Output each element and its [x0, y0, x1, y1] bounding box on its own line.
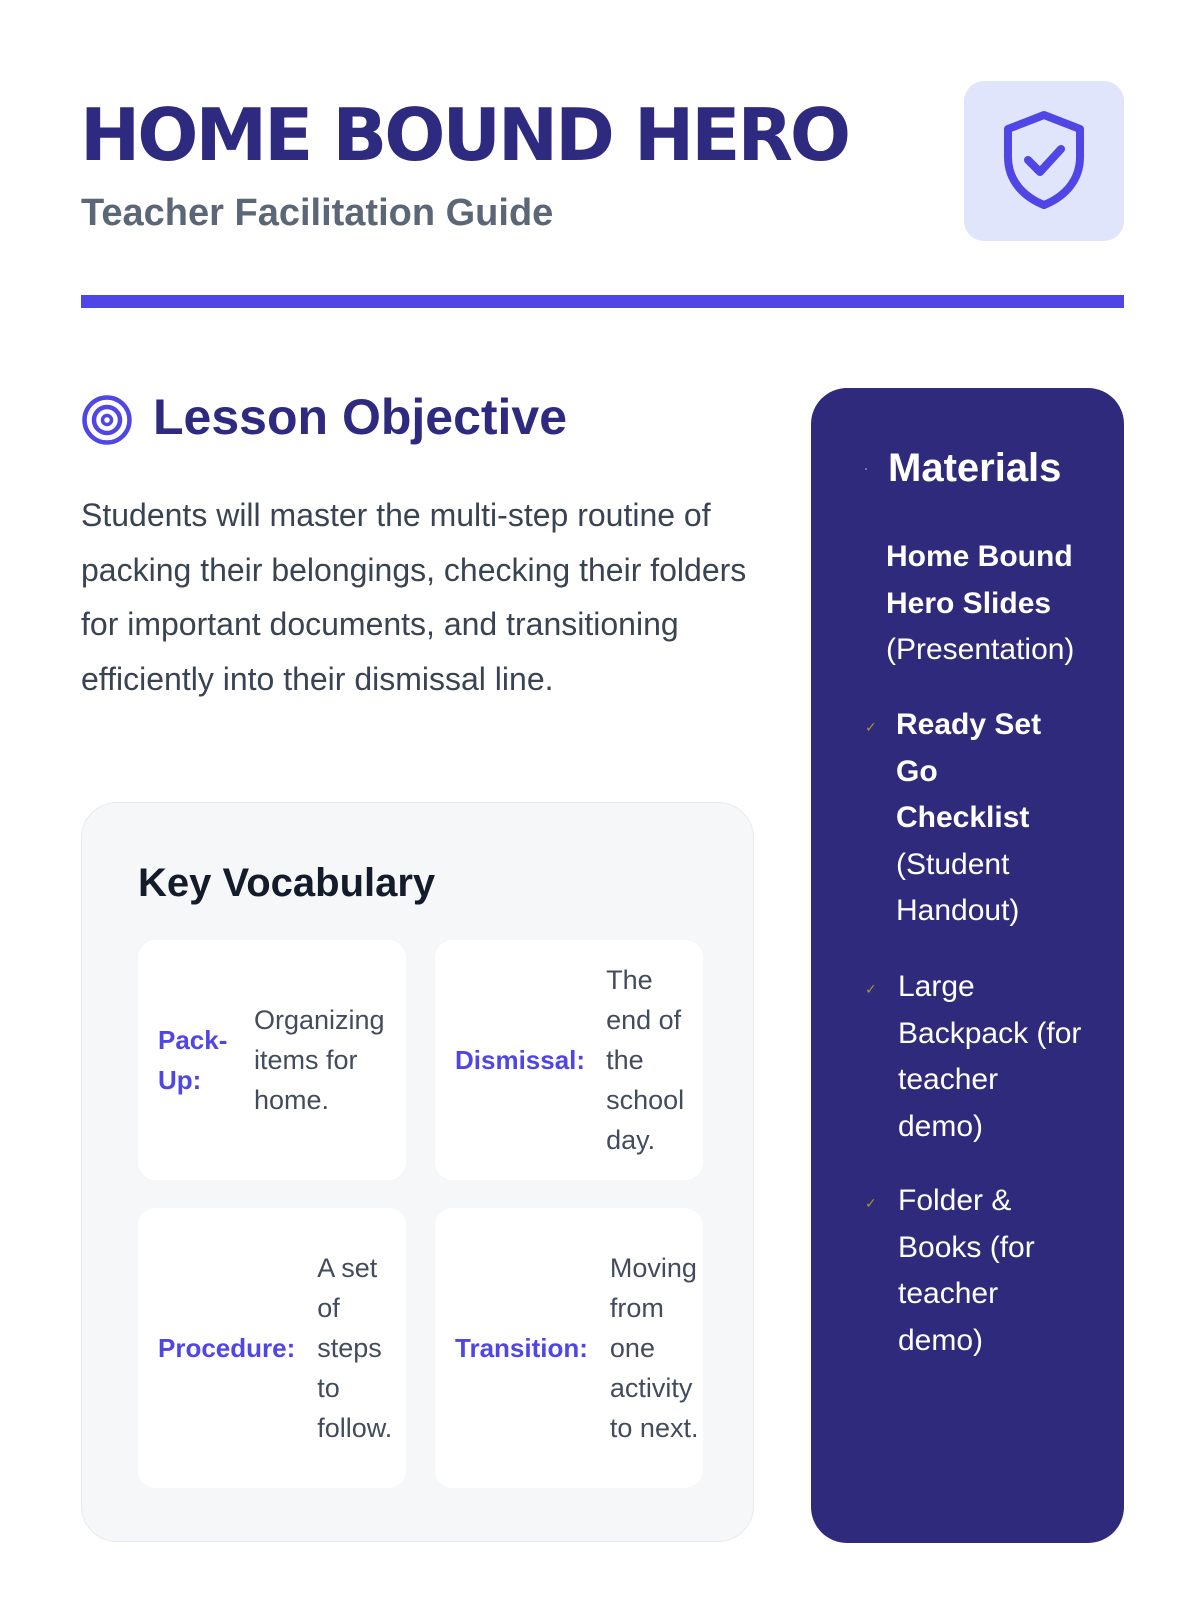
- vocab-term: Dismissal:: [455, 1045, 586, 1075]
- material-item: [896, 702, 1071, 935]
- vocab-term: Pack-Up:: [158, 1025, 228, 1095]
- target-icon: [81, 394, 133, 446]
- vocab-item-dismissal: [435, 940, 703, 1180]
- vocab-definition: Organizing items for home.: [254, 1005, 385, 1115]
- shield-check-icon: [1000, 109, 1088, 209]
- vocab-definition: Moving from one activity to next.: [609, 1253, 699, 1443]
- vocabulary-card: [81, 802, 754, 1542]
- material-note: Folder & Books (for teacher demo): [898, 1184, 1035, 1357]
- check-icon: ✓: [865, 719, 877, 735]
- material-name: Home Bound Hero Slides: [886, 540, 1073, 620]
- check-icon: ✓: [865, 1195, 877, 1211]
- materials-panel: [811, 388, 1124, 1543]
- page-title: HOME BOUND HERO: [80, 93, 849, 177]
- vocab-definition: A set of steps to follow.: [317, 1253, 393, 1443]
- materials-title: Materials: [888, 446, 1062, 490]
- header-divider: [81, 295, 1124, 308]
- material-item: [886, 534, 1106, 674]
- objective-text: Students will master the multi-step routine of packing their belongings, checking their folders for important documents, and transitioning efficiently into their dismissal line.: [81, 497, 747, 697]
- page-subtitle: Teacher Facilitation Guide: [81, 192, 554, 234]
- vocabulary-title: Key Vocabulary: [138, 861, 436, 905]
- check-icon: ✓: [865, 981, 877, 997]
- bullet-dot: [865, 468, 867, 470]
- objective-heading: Lesson Objective: [153, 389, 568, 445]
- vocab-item-procedure: [138, 1208, 406, 1488]
- material-item: [898, 1178, 1068, 1364]
- material-note: (Presentation): [886, 633, 1075, 666]
- vocab-term: Transition:: [455, 1333, 588, 1363]
- vocab-item-transition: [435, 1208, 703, 1488]
- material-name: Ready Set Go Checklist: [896, 708, 1042, 834]
- shield-badge: [964, 81, 1124, 241]
- material-note: (Student Handout): [896, 847, 1020, 927]
- material-item: [898, 964, 1088, 1150]
- vocab-term: Procedure:: [158, 1333, 296, 1363]
- vocab-item-pack-up: [138, 940, 406, 1180]
- vocab-definition: The end of the school day.: [606, 965, 685, 1155]
- material-note: Large Backpack (for teacher demo): [898, 970, 1082, 1143]
